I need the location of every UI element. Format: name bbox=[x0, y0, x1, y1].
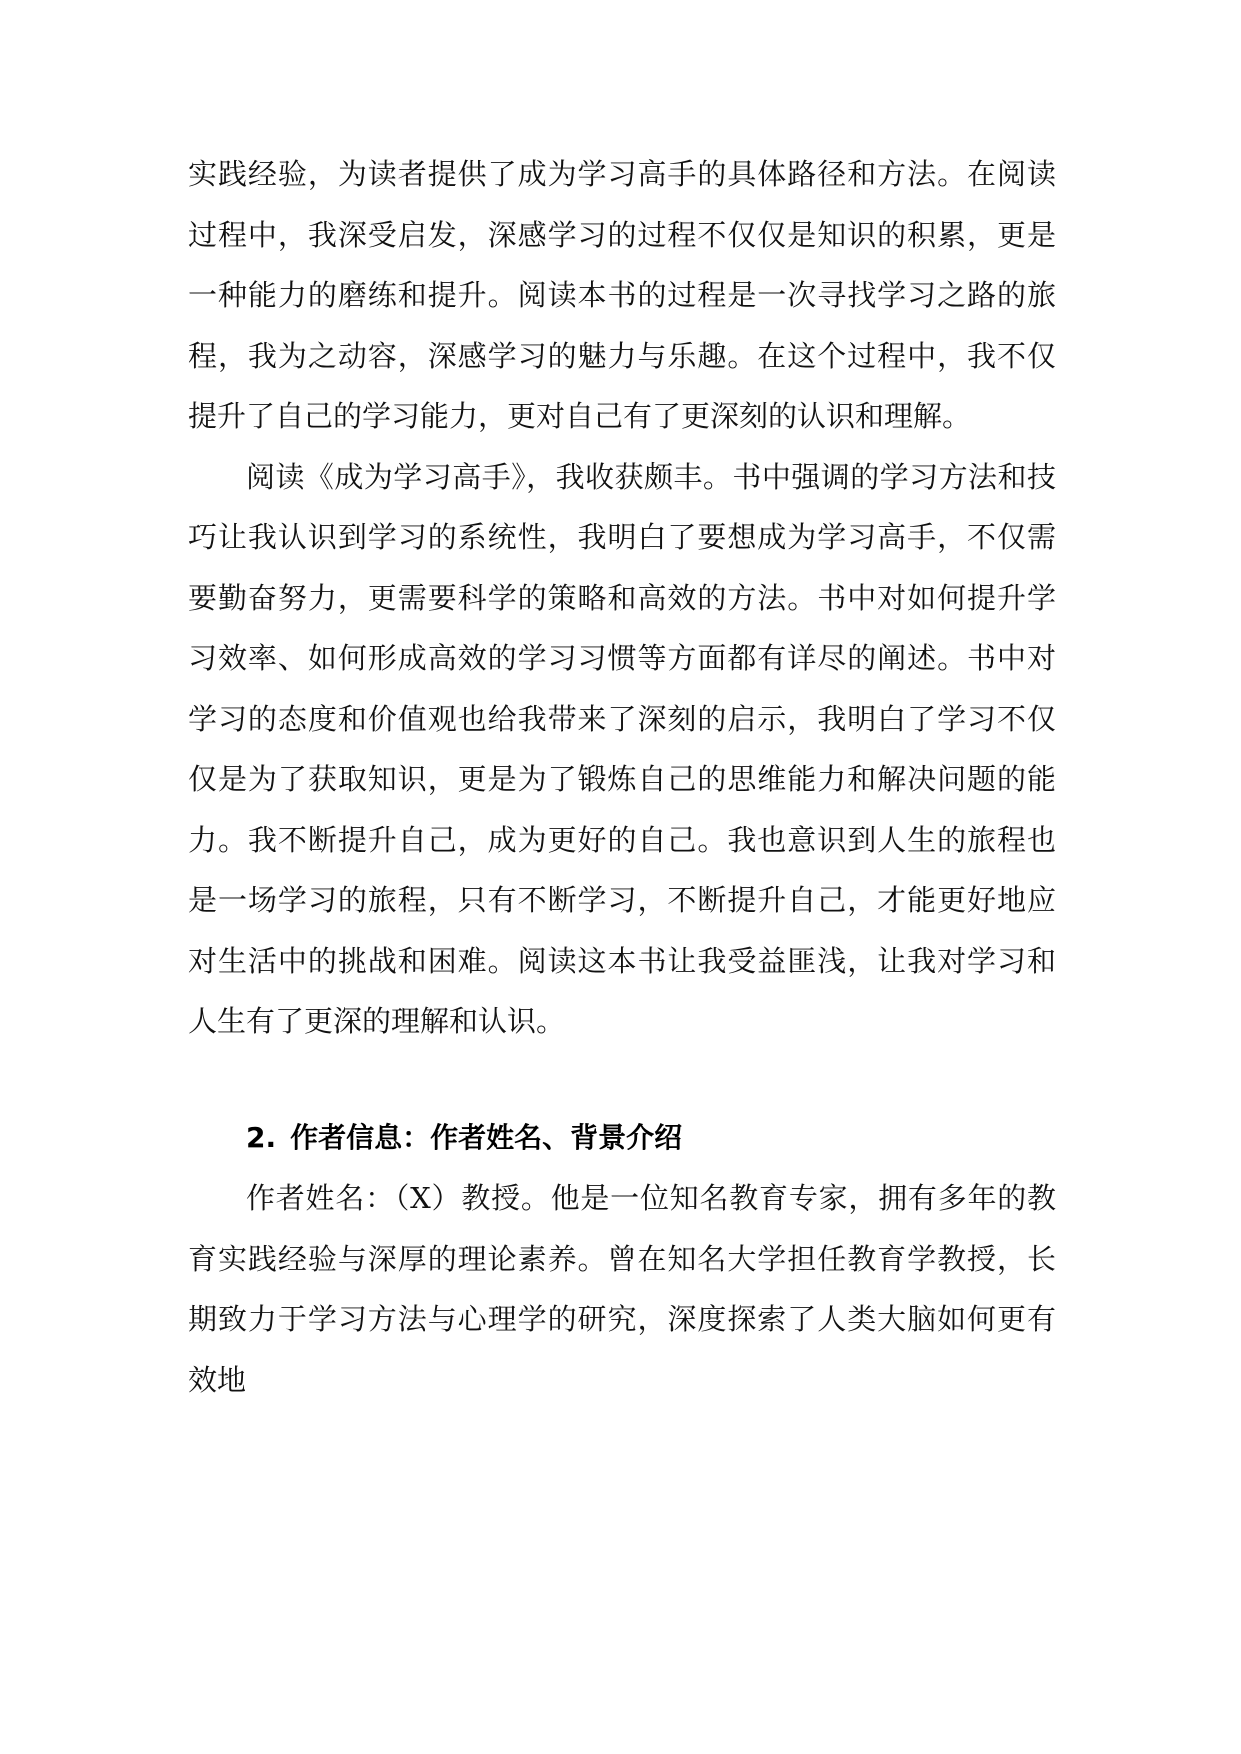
section-title: 作者信息：作者姓名、背景介绍 bbox=[290, 1120, 683, 1154]
paragraph-reading-reflection: 阅读《成为学习高手》，我收获颇丰。书中强调的学习方法和技巧让我认识到学习的系统性，我明白了要想成为学习高手，不仅需要勤奋努力，更需要科学的策略和高效的方法。书中对如何提升学习效率、如何形成高效的学习习惯等方面都有详尽的阐述。书中对学习的态度和价值观也给我带来了深刻的启示，我明白了学习不仅仅是为了获取知识，更是为了锻炼自己的思维能力和解决问题的能力。我不断提升自己，成为更好的自己。我也意识到人生的旅程也是一场学习的旅程，只有不断学习，不断提升自己，才能更好地应对生活中的挑战和困难。阅读这本书让我受益匪浅，让我对学习和人生有了更深的理解和认识。 bbox=[188, 459, 1056, 1038]
paragraph-author-info: 作者姓名：（X）教授。他是一位知名教育专家，拥有多年的教育实践经验与深厚的理论素养。曾在知名大学担任教育学教授，长期致力于学习方法与心理学的研究，深度探索了人类大脑如何更有效地 bbox=[188, 1181, 1056, 1397]
section-number: 2. bbox=[246, 1120, 277, 1154]
section-heading bbox=[188, 1108, 1056, 1169]
document-body bbox=[188, 144, 1056, 1410]
paragraph-continuation: 实践经验，为读者提供了成为学习高手的具体路径和方法。在阅读过程中，我深受启发，深感学习的过程不仅仅是知识的积累，更是一种能力的磨练和提升。阅读本书的过程是一次寻找学习之路的旅程，我为之动容，深感学习的魅力与乐趣。在这个过程中，我不仅提升了自己的学习能力，更对自己有了更深刻的认识和理解。 bbox=[188, 157, 1056, 433]
